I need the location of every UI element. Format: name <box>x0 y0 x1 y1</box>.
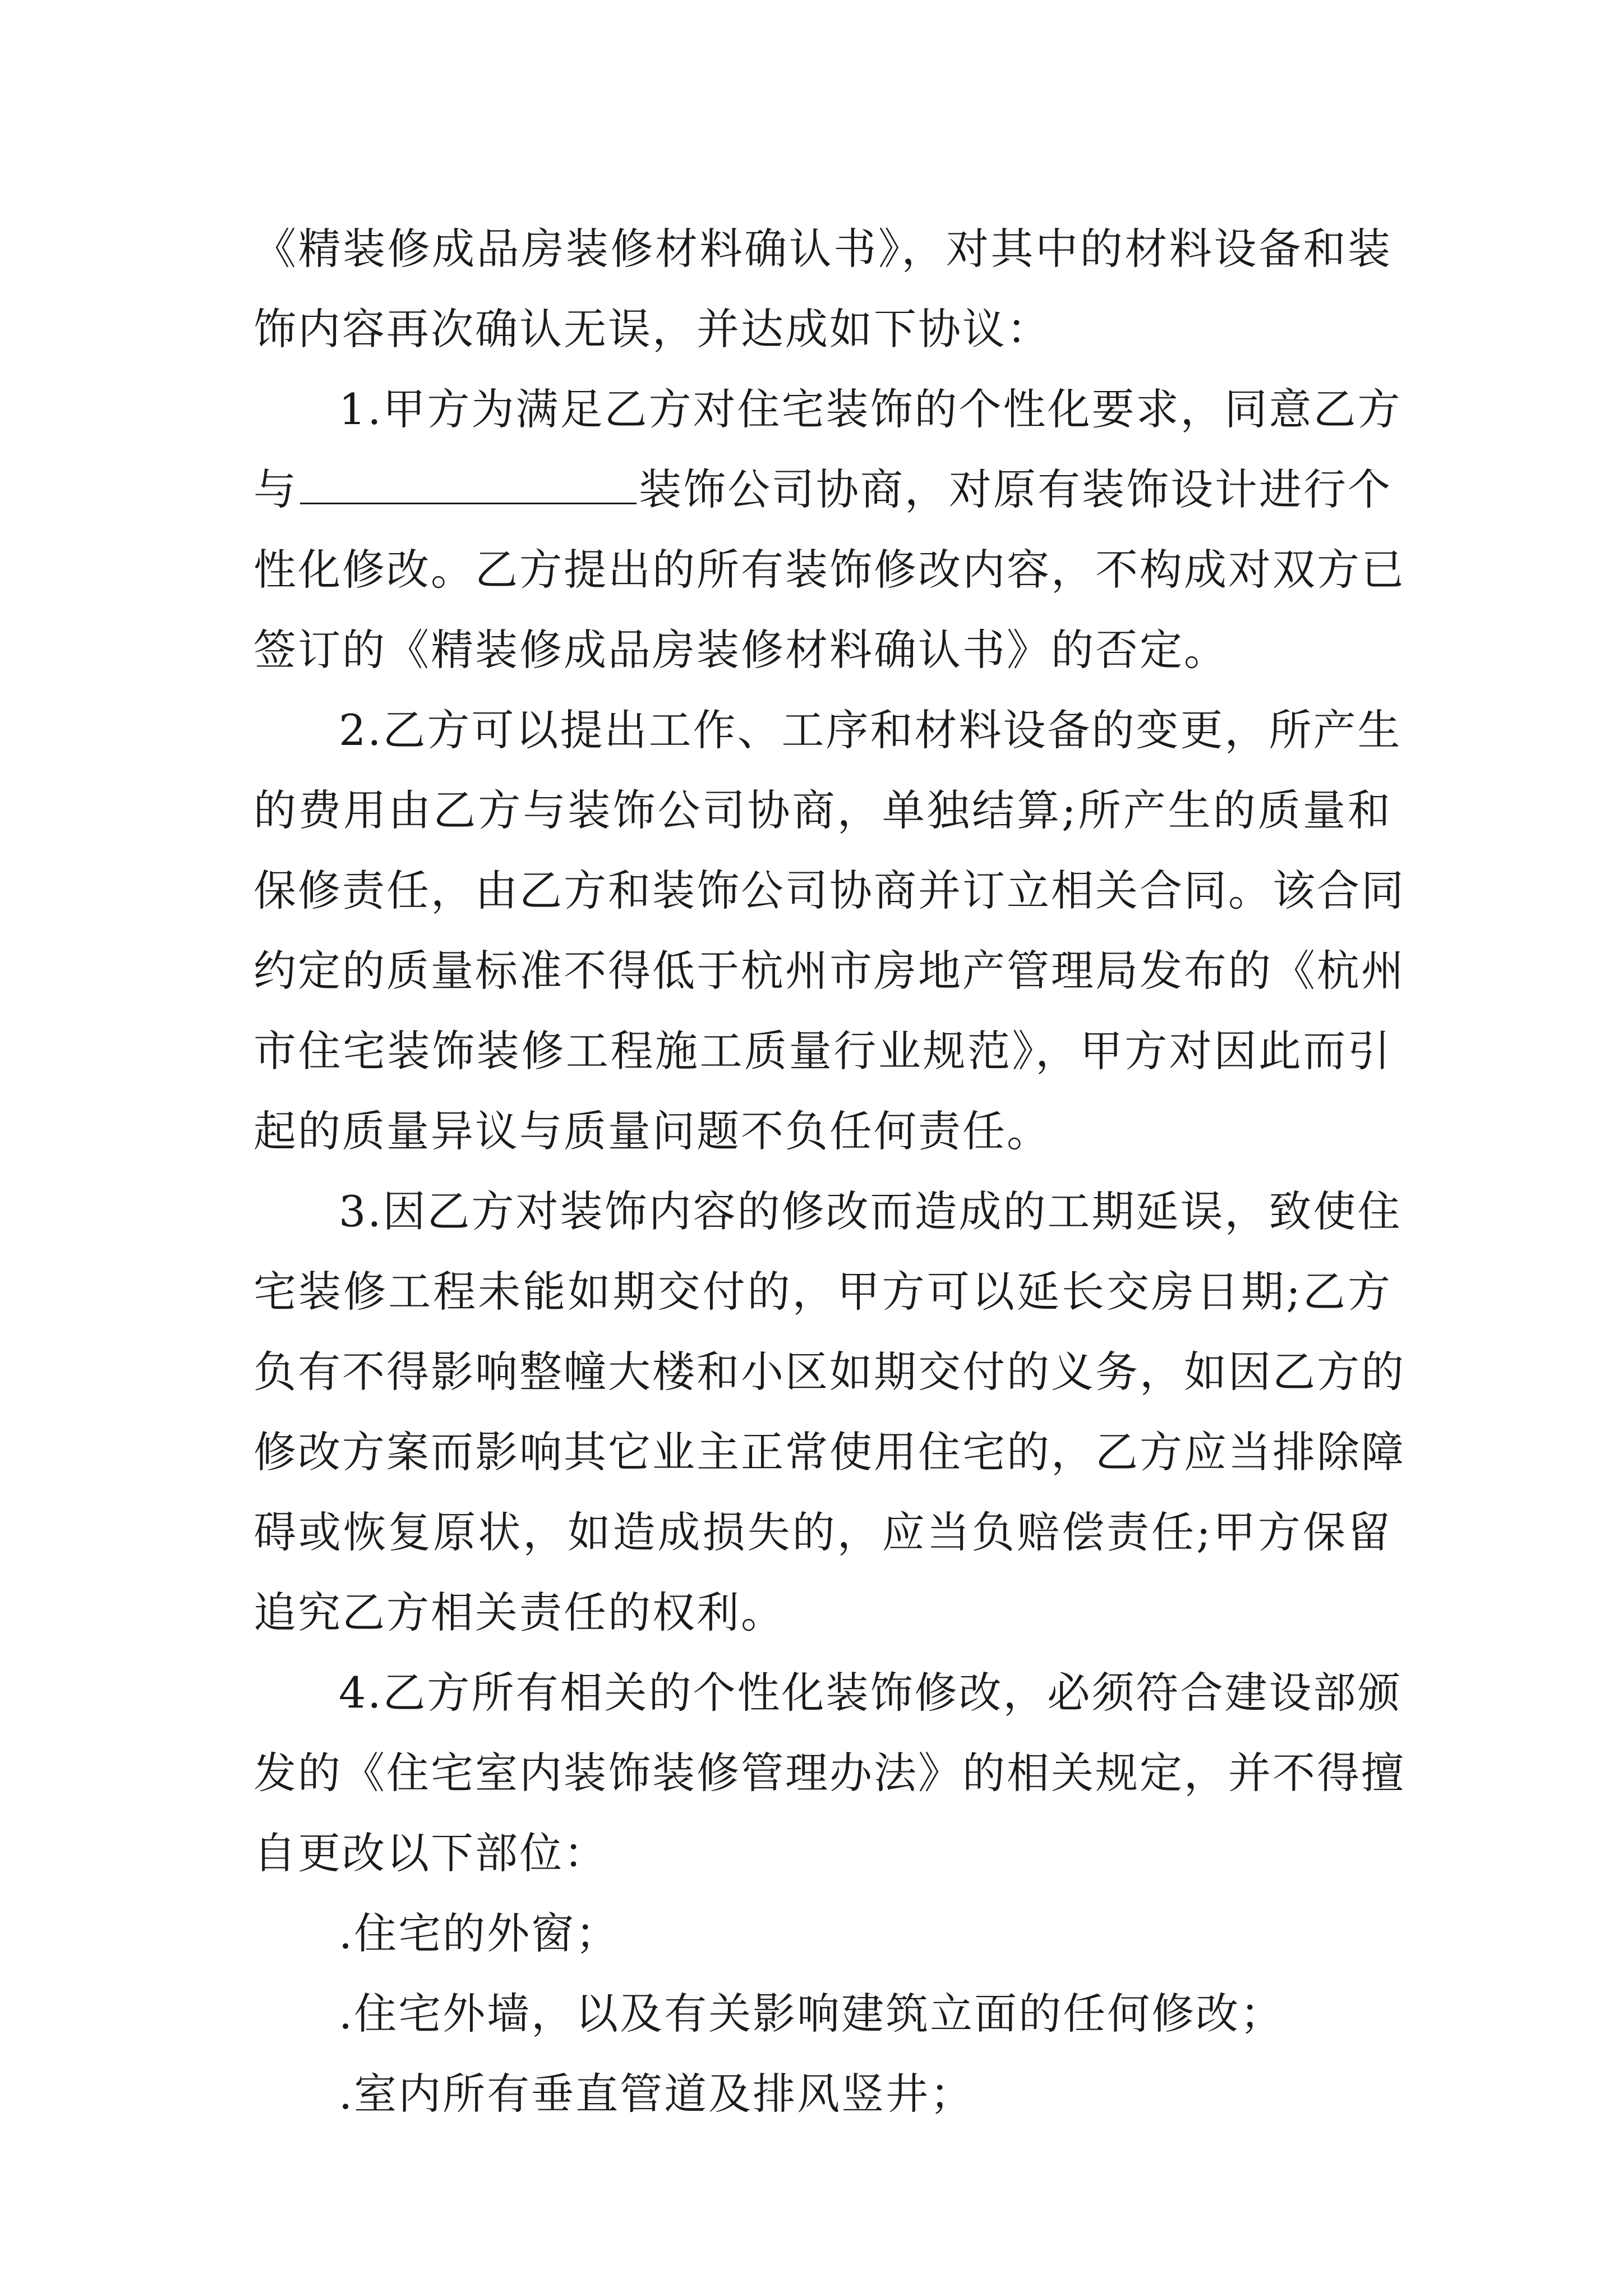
text-line: 碍或恢复原状，如造成损失的，应当负赔偿责任;甲方保留 <box>253 1507 1392 1557</box>
fill-in-blank[interactable] <box>300 469 637 504</box>
document-body <box>253 209 1405 2134</box>
text-line: 性化修改。乙方提出的所有装饰修改内容，不构成对双方已 <box>253 545 1405 595</box>
text-line: 签订的《精装修成品房装修材料确认书》的否定。 <box>253 625 1228 675</box>
text-after-blank: 装饰公司协商，对原有装饰设计进行个 <box>639 464 1392 514</box>
text-line: 的费用由乙方与装饰公司协商，单独结算;所产生的质量和 <box>253 785 1392 835</box>
list-item-vertical-pipes: .室内所有垂直管道及排风竖井； <box>339 2069 975 2119</box>
text-before-blank: 与 <box>253 464 298 514</box>
clause-3-first-line: 3.因乙方对装饰内容的修改而造成的工期延误，致使住 <box>339 1186 1402 1236</box>
text-line: 自更改以下部位： <box>253 1828 608 1878</box>
text-line: 约定的质量标准不得低于杭州市房地产管理局发布的《杭州 <box>253 946 1405 996</box>
text-line: 《精装修成品房装修材料确认书》，对其中的材料设备和装 <box>253 224 1392 274</box>
text-line-with-blank <box>253 449 1392 530</box>
text-line: 修改方案而影响其它业主正常使用住宅的，乙方应当排除障 <box>253 1427 1405 1477</box>
text-line: 市住宅装饰装修工程施工质量行业规范》，甲方对因此而引 <box>253 1026 1392 1076</box>
clause-1-first-line: 1.甲方为满足乙方对住宅装饰的个性化要求，同意乙方 <box>339 384 1402 434</box>
clause-2-first-line: 2.乙方可以提出工作、工序和材料设备的变更，所产生 <box>339 705 1402 755</box>
text-line: 宅装修工程未能如期交付的，甲方可以延长交房日期;乙方 <box>253 1267 1392 1317</box>
text-line: 追究乙方相关责任的权利。 <box>253 1588 785 1637</box>
list-item-exterior-window: .住宅的外窗； <box>339 1908 620 1958</box>
list-item-exterior-wall: .住宅外墙，以及有关影响建筑立面的任何修改； <box>339 1989 1285 2039</box>
clause-4-first-line: 4.乙方所有相关的个性化装饰修改，必须符合建设部颁 <box>339 1668 1402 1718</box>
text-line: 饰内容再次确认无误，并达成如下协议： <box>253 304 1051 354</box>
text-line: 保修责任，由乙方和装饰公司协商并订立相关合同。该合同 <box>253 866 1405 915</box>
text-line: 发的《住宅室内装饰装修管理办法》的相关规定，并不得擅 <box>253 1748 1405 1798</box>
text-line: 起的质量异议与质量问题不负任何责任。 <box>253 1106 1051 1156</box>
text-line: 负有不得影响整幢大楼和小区如期交付的义务，如因乙方的 <box>253 1347 1405 1397</box>
